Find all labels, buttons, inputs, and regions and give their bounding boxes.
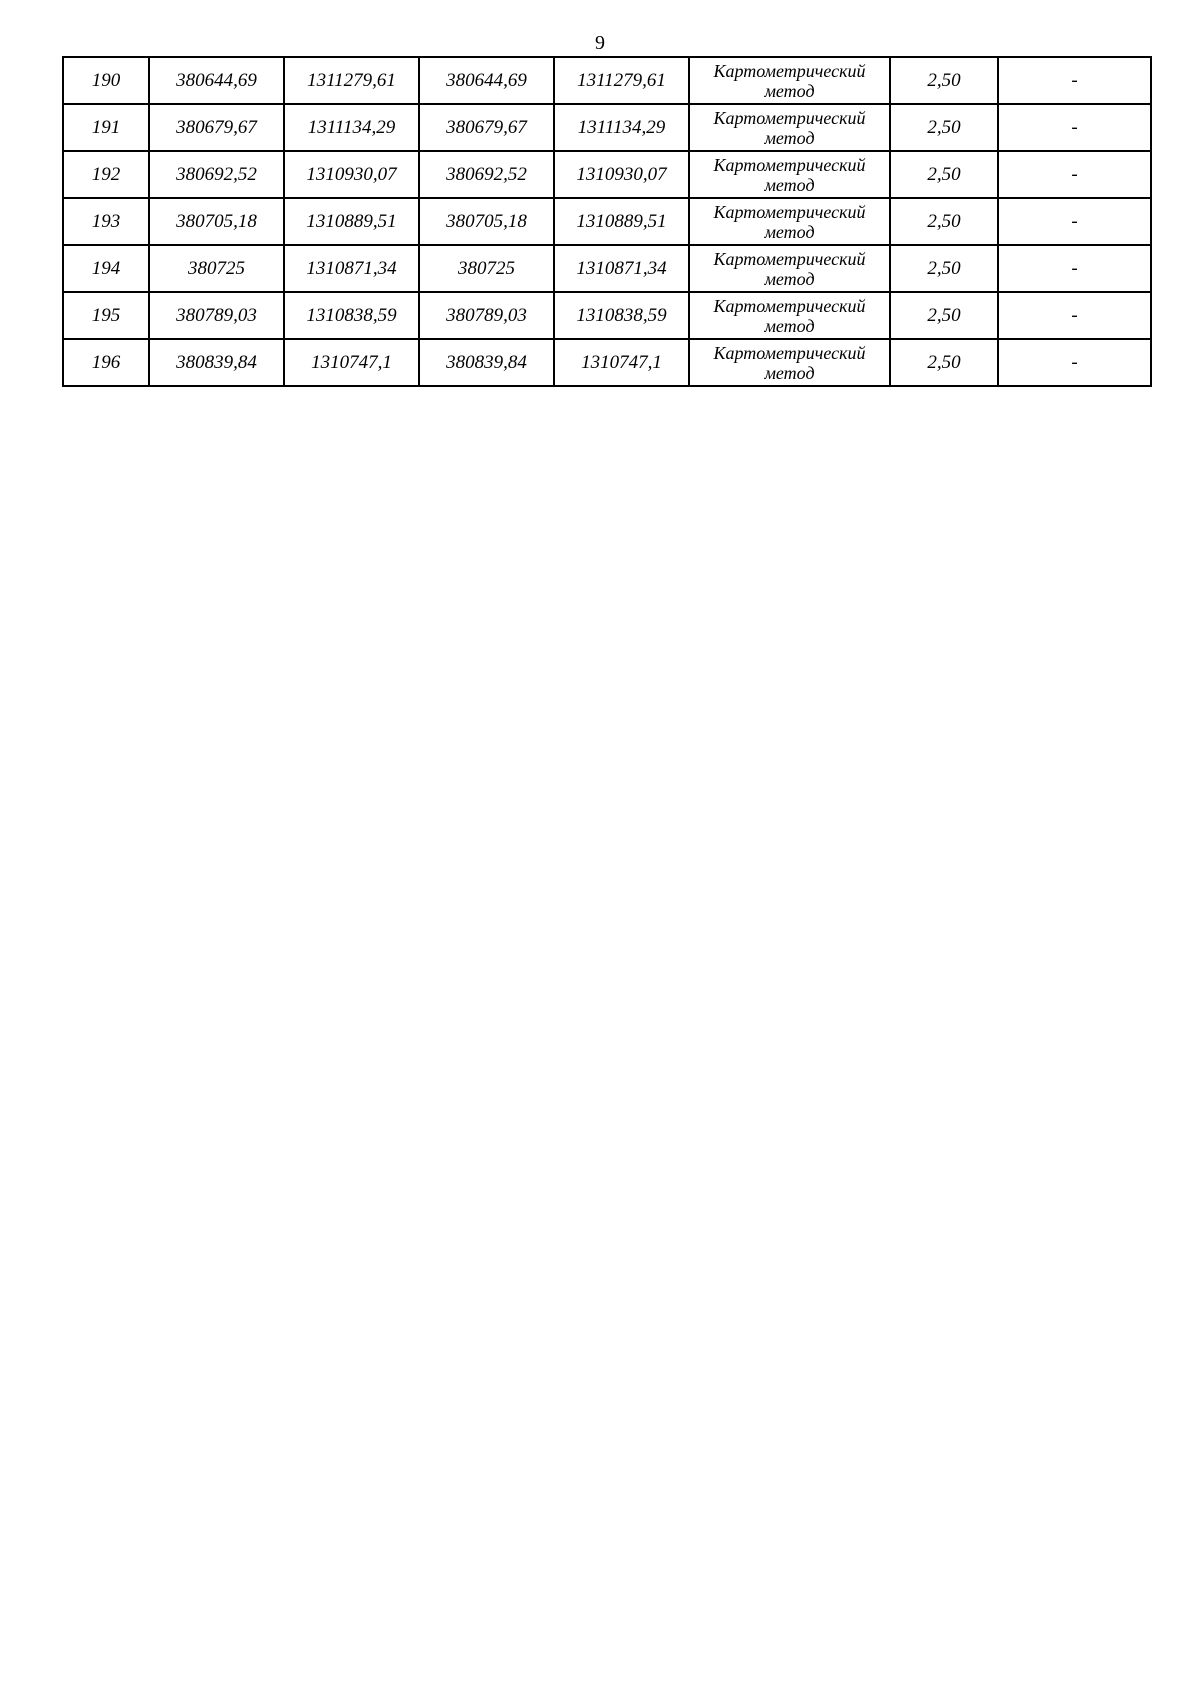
table-row [63,292,1151,339]
method-cell [689,245,890,292]
table-row [63,245,1151,292]
x-existing-cell: 380705,18 [149,198,284,245]
method-line-2: метод [764,315,815,336]
table-row [63,151,1151,198]
method-cell [689,339,890,386]
point-number-cell: 194 [63,245,149,292]
x-existing-cell: 380644,69 [149,57,284,104]
x-existing-cell: 380679,67 [149,104,284,151]
method-cell [689,151,890,198]
x-existing-cell: 380839,84 [149,339,284,386]
method-line-1: Картометрический [713,60,866,81]
point-number-cell: 190 [63,57,149,104]
description-cell: - [998,292,1151,339]
method-cell [689,292,890,339]
x-new-cell: 380679,67 [419,104,554,151]
coordinates-table [62,56,1152,387]
table-row [63,198,1151,245]
description-cell: - [998,339,1151,386]
point-number-cell: 192 [63,151,149,198]
point-number-cell: 193 [63,198,149,245]
method-line-1: Картометрический [713,248,866,269]
y-new-cell: 1310838,59 [554,292,689,339]
y-existing-cell: 1310871,34 [284,245,419,292]
table-row [63,339,1151,386]
method-cell [689,57,890,104]
y-existing-cell: 1311134,29 [284,104,419,151]
table-row [63,57,1151,104]
method-line-1: Картометрический [713,201,866,222]
y-new-cell: 1310747,1 [554,339,689,386]
method-cell [689,198,890,245]
accuracy-cell: 2,50 [890,198,998,245]
y-existing-cell: 1310838,59 [284,292,419,339]
y-new-cell: 1310930,07 [554,151,689,198]
method-line-2: метод [764,80,815,101]
x-new-cell: 380725 [419,245,554,292]
description-cell: - [998,198,1151,245]
page-number: 9 [595,32,605,54]
accuracy-cell: 2,50 [890,339,998,386]
y-existing-cell: 1310930,07 [284,151,419,198]
y-new-cell: 1310889,51 [554,198,689,245]
method-line-1: Картометрический [713,342,866,363]
y-new-cell: 1310871,34 [554,245,689,292]
y-existing-cell: 1310747,1 [284,339,419,386]
method-line-2: метод [764,268,815,289]
accuracy-cell: 2,50 [890,245,998,292]
description-cell: - [998,245,1151,292]
accuracy-cell: 2,50 [890,57,998,104]
accuracy-cell: 2,50 [890,151,998,198]
method-line-2: метод [764,174,815,195]
accuracy-cell: 2,50 [890,104,998,151]
point-number-cell: 191 [63,104,149,151]
x-existing-cell: 380725 [149,245,284,292]
x-new-cell: 380644,69 [419,57,554,104]
x-existing-cell: 380692,52 [149,151,284,198]
method-line-2: метод [764,127,815,148]
x-new-cell: 380839,84 [419,339,554,386]
method-line-2: метод [764,221,815,242]
y-new-cell: 1311279,61 [554,57,689,104]
accuracy-cell: 2,50 [890,292,998,339]
point-number-cell: 196 [63,339,149,386]
x-new-cell: 380692,52 [419,151,554,198]
y-existing-cell: 1310889,51 [284,198,419,245]
method-line-1: Картометрический [713,154,866,175]
x-existing-cell: 380789,03 [149,292,284,339]
x-new-cell: 380705,18 [419,198,554,245]
method-cell [689,104,890,151]
table-row [63,104,1151,151]
x-new-cell: 380789,03 [419,292,554,339]
method-line-2: метод [764,362,815,383]
description-cell: - [998,151,1151,198]
method-line-1: Картометрический [713,107,866,128]
point-number-cell: 195 [63,292,149,339]
method-line-1: Картометрический [713,295,866,316]
description-cell: - [998,104,1151,151]
y-new-cell: 1311134,29 [554,104,689,151]
description-cell: - [998,57,1151,104]
y-existing-cell: 1311279,61 [284,57,419,104]
